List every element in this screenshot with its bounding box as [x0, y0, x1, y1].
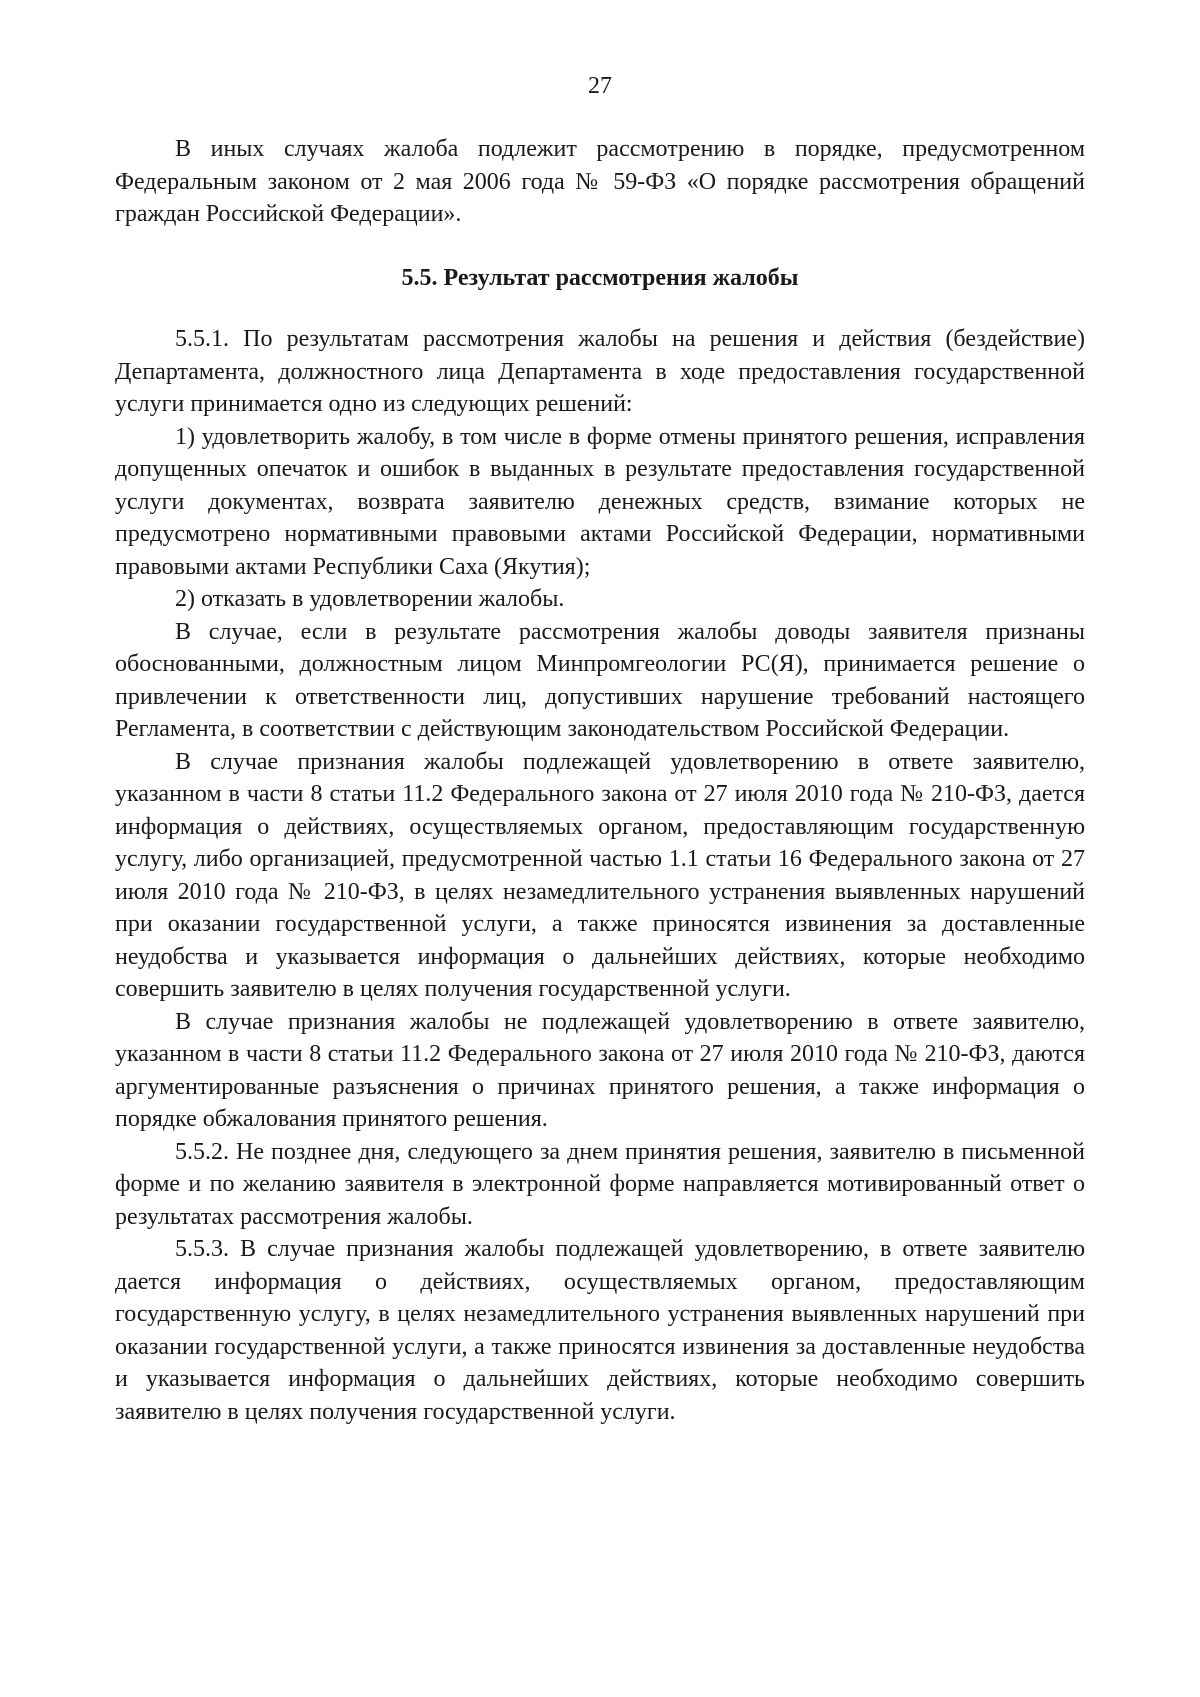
paragraph-rejected-complaint: В случае признания жалобы не подлежащей удовлетворению в ответе заявителю, указанном в части 8 статьи 11.2 Федерального закона от 27 июля 2010 года № 210-ФЗ, даются аргументированные разъяснения о причинах принятого решения, а также информация о порядке обжалования принятого решения.: [115, 1008, 1085, 1132]
section-heading: 5.5. Результат рассмотрения жалобы: [401, 264, 799, 291]
document-body: [115, 133, 1085, 1428]
intro-paragraph: В иных случаях жалоба подлежит рассмотрению в порядке, предусмотренном Федеральным законом от 2 мая 2006 года № 59-ФЗ «О порядке рассмотрения обращений граждан Российской Федерации».: [115, 136, 1085, 227]
paragraph-5-5-1: 5.5.1. По результатам рассмотрения жалобы на решения и действия (бездействие) Департамента, должностного лица Департамента в ходе предоставления государственной услуги принимается одно из следующих решений:: [115, 326, 1085, 417]
paragraph-responsibility: В случае, если в результате рассмотрения жалобы доводы заявителя признаны обоснованными, должностным лицом Минпромгеологии РС(Я), принимается решение о привлечении к ответственности лиц, допустивших нарушение требований настоящего Регламента, в соответствии с действующим законодательством Российской Федерации.: [115, 618, 1085, 742]
paragraph-satisfied-complaint: В случае признания жалобы подлежащей удовлетворению в ответе заявителю, указанном в части 8 статьи 11.2 Федерального закона от 27 июля 2010 года № 210-ФЗ, дается информация о действиях, осуществляемых органом, предоставляющим государственную услугу, либо организацией, предусмотренной частью 1.1 статьи 16 Федерального закона от 27 июля 2010 года № 210-ФЗ, в целях незамедлительного устранения выявленных нарушений при оказании государственной услуги, а также приносятся извинения за доставленные неудобства и указывается информация о дальнейших действиях, которые необходимо совершить заявителю в целях получения государственной услуги.: [115, 748, 1085, 1002]
paragraph-5-5-3: 5.5.3. В случае признания жалобы подлежащей удовлетворению, в ответе заявителю дается информация о действиях, осуществляемых органом, предоставляющим государственную услугу, в целях незамедлительного устранения выявленных нарушений при оказании государственной услуги, а также приносятся извинения за доставленные неудобства и указывается информация о дальнейших действиях, которые необходимо совершить заявителю в целях получения государственной услуги.: [115, 1236, 1085, 1425]
paragraph-5-5-2: 5.5.2. Не позднее дня, следующего за днем принятия решения, заявителю в письменной форме и по желанию заявителя в электронной форме направляется мотивированный ответ о результатах рассмотрения жалобы.: [115, 1138, 1085, 1230]
list-item-1: 1) удовлетворить жалобу, в том числе в форме отмены принятого решения, исправления допущенных опечаток и ошибок в выданных в результате предоставления государственной услуги документах, возврата заявителю денежных средств, взимание которых не предусмотрено нормативными правовыми актами Российской Федерации, нормативными правовыми актами Республики Саха (Якутия);: [115, 423, 1085, 580]
page-number: 27: [588, 73, 612, 99]
list-item-2: 2) отказать в удовлетворении жалобы.: [175, 586, 565, 612]
